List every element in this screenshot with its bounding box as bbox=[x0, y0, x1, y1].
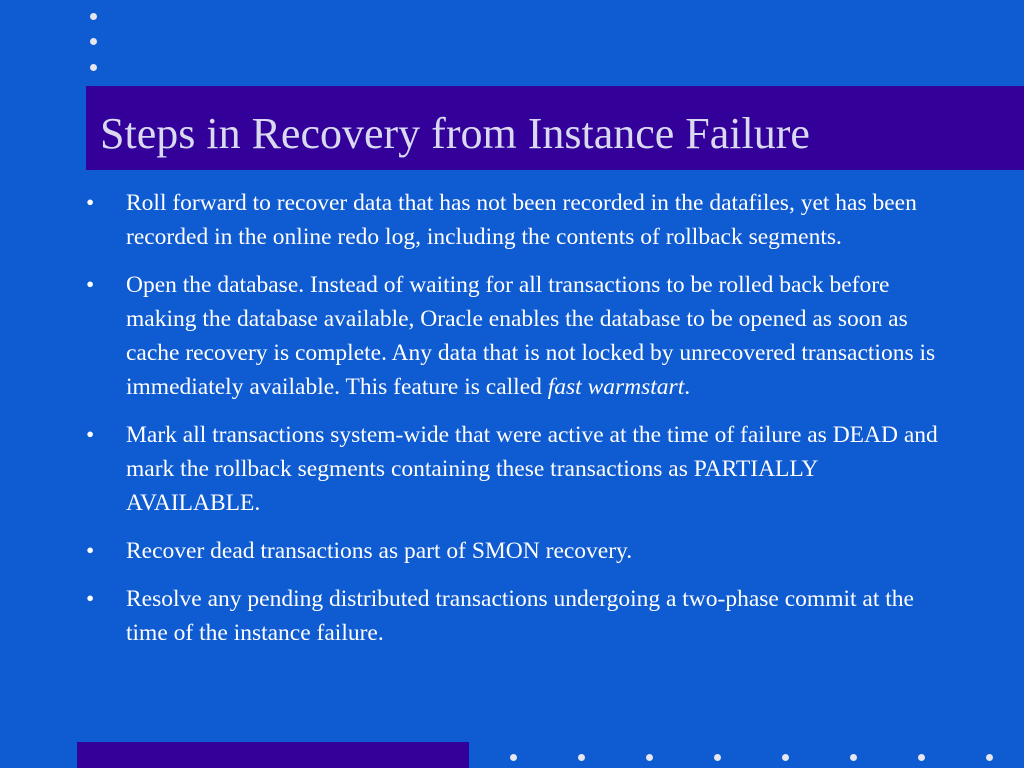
bullet-text: Mark all transactions system-wide that were active at the time of failure as DEAD and mark the rollback segments containing these transactions as PARTIALLY AVAILABLE. bbox=[126, 422, 938, 516]
bullet-item bbox=[86, 534, 946, 568]
bullet-list bbox=[86, 186, 946, 664]
decorative-dot bbox=[90, 64, 97, 71]
bullet-icon: • bbox=[86, 190, 95, 216]
bullet-icon: • bbox=[86, 538, 95, 564]
bullet-text: Roll forward to recover data that has not been recorded in the datafiles, yet has been recorded in the online redo log, including the contents of rollback segments. bbox=[126, 190, 917, 250]
slide-title: Steps in Recovery from Instance Failure bbox=[100, 109, 810, 158]
bullet-text: Resolve any pending distributed transactions undergoing a two-phase commit at the time of the instance failure. bbox=[126, 586, 914, 646]
decorative-dot bbox=[782, 754, 789, 761]
bullet-icon: • bbox=[86, 586, 95, 612]
bullet-icon: • bbox=[86, 272, 95, 298]
bottom-bar bbox=[77, 742, 469, 768]
bullet-item bbox=[86, 268, 946, 404]
decorative-dot bbox=[646, 754, 653, 761]
decorative-dot bbox=[90, 13, 97, 20]
bullet-text: Recover dead transactions as part of SMON recovery. bbox=[126, 538, 633, 564]
decorative-dot bbox=[510, 754, 517, 761]
bullet-text: Open the database. Instead of waiting for all transactions to be rolled back before making the database available, Oracle enables the database to be opened as soon as cache recovery is complete. Any data that is not locked by unrecovered transactions is immediately available. This feature is called bbox=[126, 272, 936, 400]
bullet-item bbox=[86, 186, 946, 254]
decorative-dot bbox=[986, 754, 993, 761]
bullet-emphasis: fast warmstart bbox=[547, 374, 685, 400]
title-bar bbox=[86, 86, 1024, 170]
bullet-text-end: . bbox=[684, 374, 691, 400]
decorative-dot bbox=[714, 754, 721, 761]
decorative-dot bbox=[578, 754, 585, 761]
decorative-dot bbox=[918, 754, 925, 761]
bullet-item bbox=[86, 582, 946, 650]
bullet-item bbox=[86, 418, 946, 520]
decorative-dot bbox=[850, 754, 857, 761]
bullet-icon: • bbox=[86, 422, 95, 448]
decorative-dot bbox=[90, 38, 97, 45]
